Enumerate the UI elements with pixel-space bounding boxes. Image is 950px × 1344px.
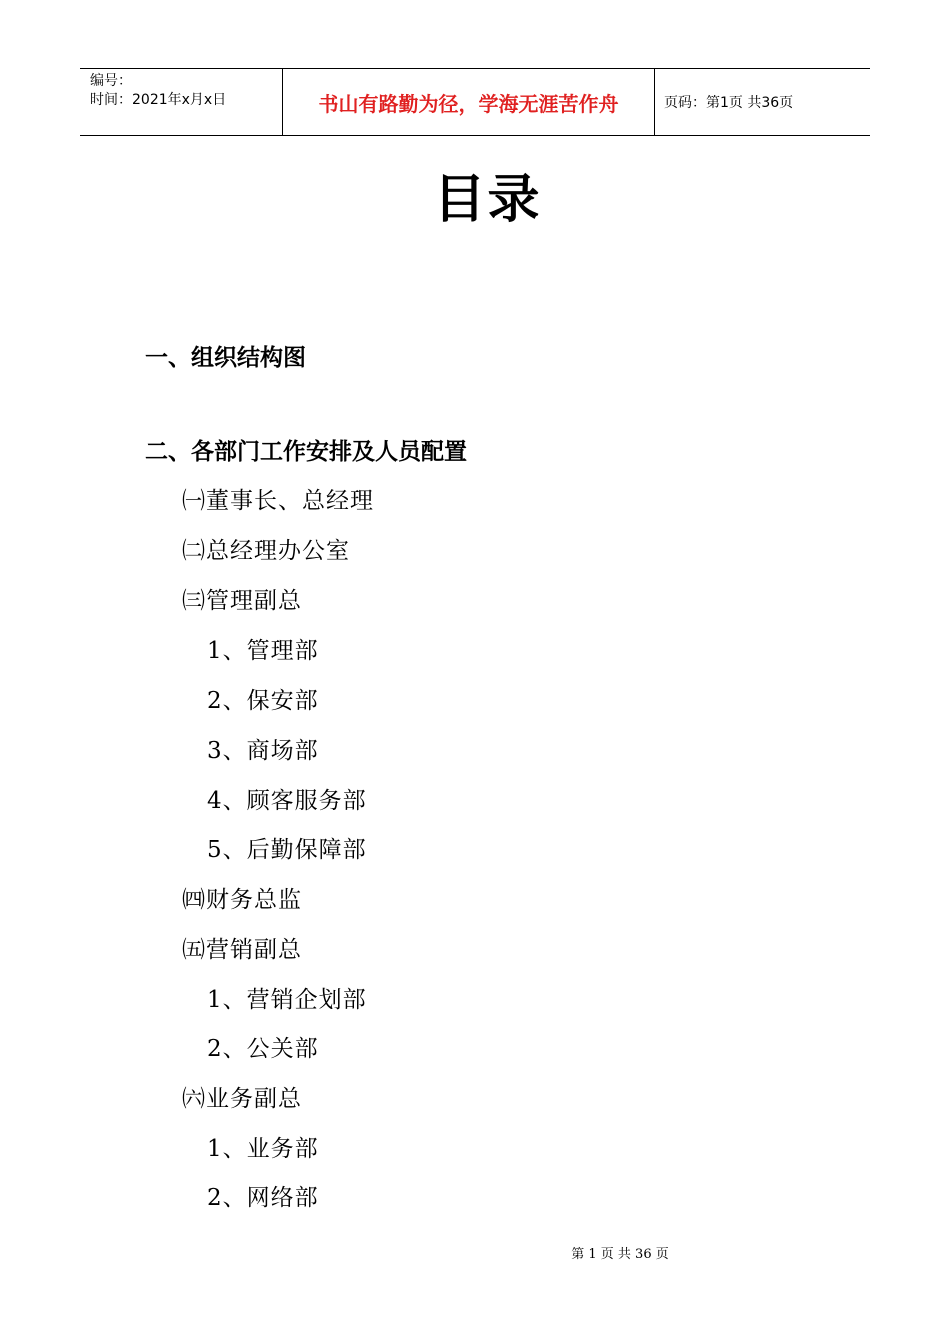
header-motto-cell [282, 69, 655, 135]
toc-entry-mall-dept: 3、商场部 [207, 738, 319, 764]
toc-entry-cfo: ㈣财务总监 [182, 887, 302, 913]
time-label: 时间：2021年x月x日 [90, 92, 227, 108]
toc-entry-security-dept: 2、保安部 [207, 688, 319, 714]
page-footer: 第 1 页 共 36 页 [571, 1247, 669, 1262]
document-header [80, 68, 870, 136]
toc-entry-marketing-vp: ㈤营销副总 [182, 937, 302, 963]
toc-entry-marketing-planning-dept: 1、营销企划部 [207, 987, 367, 1013]
toc-entry-chairman: ㈠董事长、总经理 [182, 488, 374, 514]
toc-entry-logistics-dept: 5、后勤保障部 [207, 837, 367, 863]
toc-entry-pr-dept: 2、公关部 [207, 1036, 319, 1062]
toc-entry-customer-service-dept: 4、顾客服务部 [207, 788, 367, 814]
toc-entry-gm-office: ㈡总经理办公室 [182, 538, 350, 564]
number-label: 编号： [90, 73, 132, 89]
toc-entry-admin-vp: ㈢管理副总 [182, 588, 302, 614]
motto-text: 书山有路勤为径，学海无涯苦作舟 [318, 92, 619, 116]
toc-section-org-chart: 一、组织结构图 [145, 345, 306, 371]
header-page-cell [655, 69, 870, 135]
toc-entry-management-dept: 1、管理部 [207, 638, 319, 664]
header-info-cell [80, 69, 282, 135]
page-title: 目录 [433, 170, 542, 230]
toc-section-departments: 二、各部门工作安排及人员配置 [145, 439, 467, 465]
toc-entry-network-dept: 2、网络部 [207, 1185, 319, 1211]
toc-entry-business-vp: ㈥业务副总 [182, 1086, 302, 1112]
toc-entry-business-dept: 1、业务部 [207, 1136, 319, 1162]
page-code: 页码：第1页 共36页 [664, 95, 794, 111]
